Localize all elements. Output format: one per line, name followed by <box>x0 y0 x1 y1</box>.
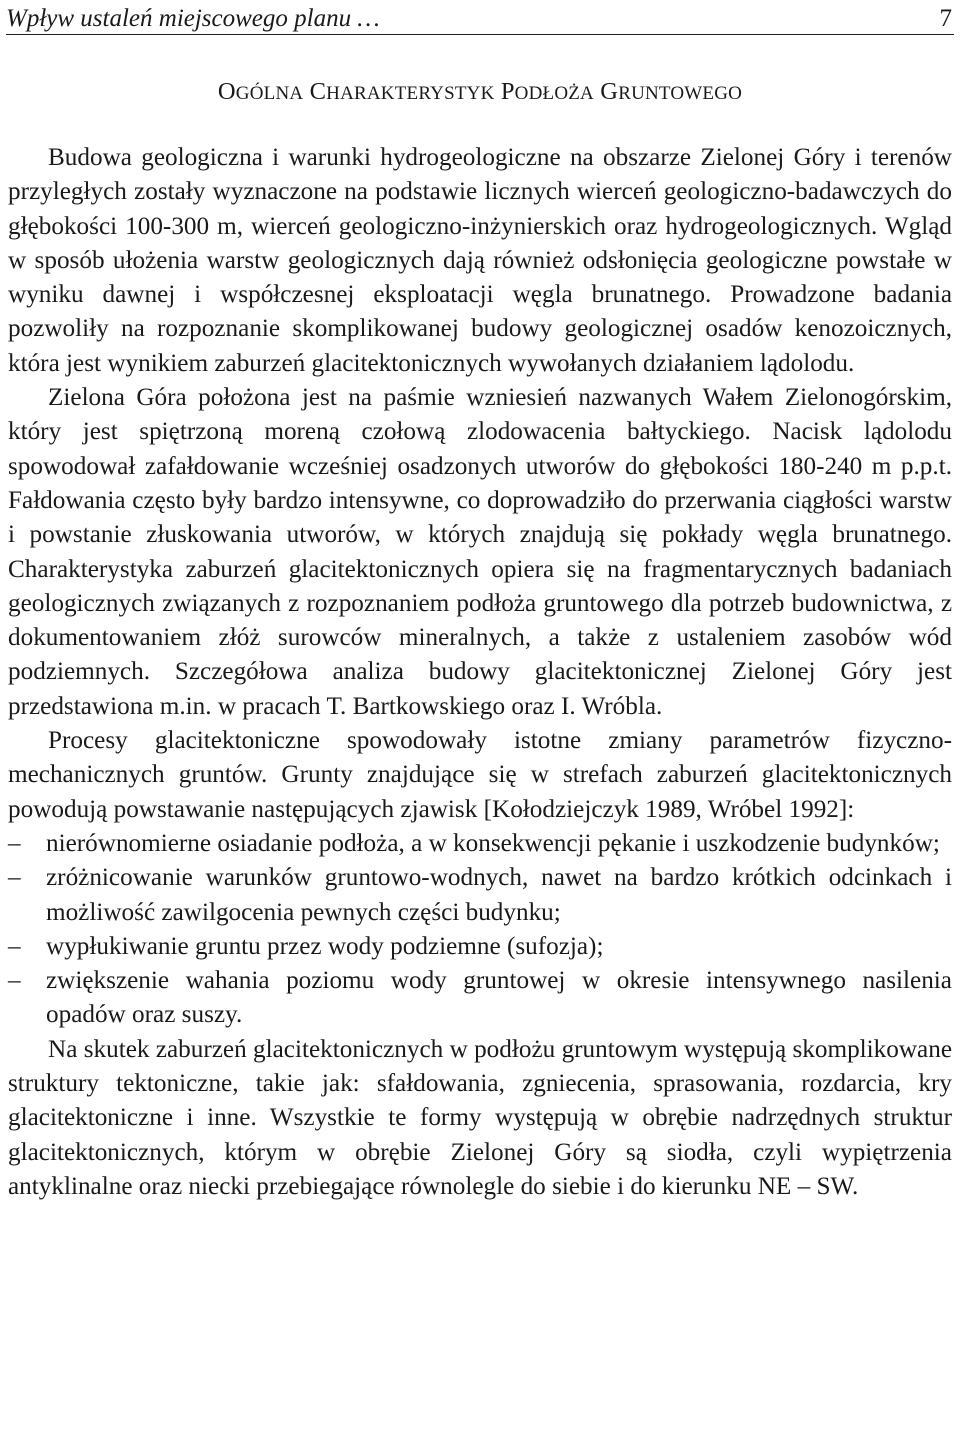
title-initial: P <box>500 78 515 105</box>
title-word: ODŁOŻA <box>514 83 594 104</box>
running-title: Wpływ ustaleń miejscowego planu … <box>6 5 380 32</box>
list-item-text: zróżnicowanie warunków gruntowo-wodnych, nawet na bardzo krótkich odcinkach i możliwość zawilgocenia pewnych części budynku; <box>46 864 952 926</box>
title-word: RUNTOWEGO <box>618 83 743 104</box>
list-item <box>8 930 952 964</box>
title-word: HARAKTERYSTYK <box>326 83 495 104</box>
title-initial: O <box>217 78 236 105</box>
title-initial: G <box>600 78 619 105</box>
list-item <box>8 861 952 930</box>
list-item <box>8 827 952 861</box>
title-word: GÓLNA <box>235 83 304 104</box>
title-initial: C <box>309 78 327 105</box>
list-item-text: nierównomierne osiadanie podłoża, a w konsekwencji pękanie i uszkodzenie budynków; <box>46 829 940 857</box>
running-header <box>6 4 954 35</box>
body-text <box>8 141 952 1204</box>
dash-bullet: – <box>8 864 21 892</box>
page-number: 7 <box>939 5 952 32</box>
paragraph-phenomena-intro: Procesy glacitektoniczne spowodowały istotne zmiany parametrów fizyczno-mechanicznych gruntów. Grunty znajdujące się w strefach zaburzeń glacitektonicznych powodują powstawanie następujących zjawisk [Kołodziejczyk 1989, Wróbel 1992]: <box>8 727 952 823</box>
paragraph-geology: Budowa geologiczna i warunki hydrogeologiczne na obszarze Zielonej Góry i terenów przyległych zostały wyznaczone na podstawie licznych wierceń geologiczno-badawczych do głębokości 100-300 m, wierceń geologiczno-inżynierskich oraz hydrogeologicznych. Wgląd w sposób ułożenia warstw geologicznych dają również odsłonięcia geologiczne powstałe w wyniku dawnej i współczesnej eksploatacji węgla brunatnego. Prowadzone badania pozwoliły na rozpoznanie skomplikowanej budowy geologicznej osadów kenozoicznych, która jest wynikiem zaburzeń glacitektonicznych wywołanych działaniem lądolodu. <box>8 144 952 377</box>
dash-bullet: – <box>8 967 21 995</box>
section-title <box>0 76 960 110</box>
dash-bullet: – <box>8 829 21 857</box>
list-item-text: zwiększenie wahania poziomu wody gruntowej w okresie intensywnego nasilenia opadów oraz suszy. <box>46 967 952 1029</box>
list-item <box>8 964 952 1033</box>
list-item-text: wypłukiwanie gruntu przez wody podziemne (sufozja); <box>46 932 604 960</box>
phenomena-list <box>8 827 952 1033</box>
dash-bullet: – <box>8 932 21 960</box>
paragraph-glacitectonics: Zielona Góra położona jest na paśmie wzniesień nazwanych Wałem Zielonogórskim, który jest spiętrzoną moreną czołową zlodowacenia bałtyckiego. Nacisk lądolodu spowodował zafałdowanie wcześniej osadzonych utworów do głębokości 180-240 m p.p.t. Fałdowania często były bardzo intensywne, co doprowadziło do przerwania ciągłości warstw i powstanie złuskowania utworów, w których znajdują się pokłady węgla brunatnego. Charakterystyka zaburzeń glacitektonicznych opiera się na fragmentarycznych badaniach geologicznych związanych z rozpoznaniem podłoża gruntowego dla potrzeb budownictwa, z dokumentowaniem złóż surowców mineralnych, a także z ustaleniem zasobów wód podziemnych. Szczegółowa analiza budowy glacitektonicznej Zielonej Góry jest przedstawiona m.in. w pracach T. Bartkowskiego oraz I. Wróbla. <box>8 384 952 720</box>
paragraph-structures: Na skutek zaburzeń glacitektonicznych w podłożu gruntowym występują skomplikowane struktury tektoniczne, takie jak: sfałdowania, zgniecenia, sprasowania, rozdarcia, kry glacitektoniczne i inne. Wszystkie te formy występują w obrębie nadrzędnych struktur glacitektonicznych, którym w obrębie Zielonej Góry są siodła, czyli wypiętrzenia antyklinalne oraz niecki przebiegające równolegle do siebie i do kierunku NE – SW. <box>8 1035 952 1200</box>
